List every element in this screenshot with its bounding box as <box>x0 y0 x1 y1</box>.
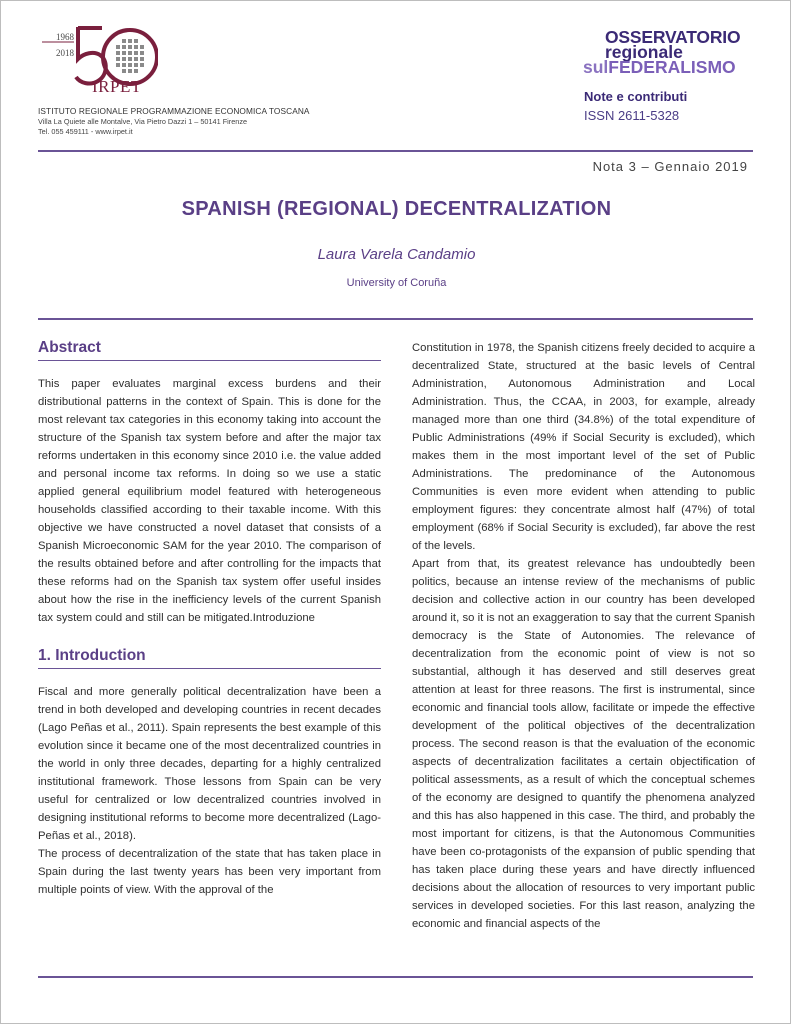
header-rule <box>38 150 753 152</box>
series-name: Note e contributi <box>584 89 688 104</box>
institute-info <box>38 106 338 137</box>
intro-paragraph-2: The process of decentralization of the state that has taken place in Spain during the last twenty years has been very important from multiple points of view. With the approval of the <box>38 848 381 896</box>
observatory-logo <box>583 27 763 77</box>
logo-name: IRPET <box>92 77 142 96</box>
article-author: Laura Varela Candamio <box>317 246 476 263</box>
irpet-logo <box>38 23 228 101</box>
observatory-line2: regionale <box>605 42 683 62</box>
issn: ISSN 2611-5328 <box>584 108 680 123</box>
right-column <box>412 339 755 933</box>
logo-years <box>48 32 74 59</box>
institute-contact: Tel. 055 459111 - www.irpet.it <box>38 127 133 136</box>
intro-paragraph-4: Apart from that, its greatest relevance has undoubtedly been politics, because an intense review of the mechanisms of public decision and collective action in our country has been developed around it, so it is not an exaggeration to say that the current Spanish democracy is the State of Autonomies. The relevance of decentralization from the economic point of view is not so substantial, although it has deserved and still deserves great attention at least for three reasons. The first is instrumental, since economic and financial tools allow, facilitate or impede the effective development of the political objectives of the decentralization process. The second reason is that the evaluation of the economic aspects of decentralization facilitates a certain objectification of political assessments, as a result of which the conceptual schemes of the economy are designed to quantify the phenomena analyzed and this has also happened in this case. The third, and probably the most important for citizens, is that the Autonomous Communities have been co-protagonists of the expansion of public spending that has taken place during these years and have directly influenced decisions about the allocation of resources to very important public services in developed societies. For this last reason, analyzing the economic and financial aspects of the <box>412 558 755 930</box>
nota-number: Nota 3 – Gennaio 2019 <box>592 159 748 174</box>
article-affiliation: University of Coruña <box>346 277 447 289</box>
institute-name: ISTITUTO REGIONALE PROGRAMMAZIONE ECONOMICA TOSCANA <box>38 106 310 116</box>
article-title: SPANISH (REGIONAL) DECENTRALIZATION <box>181 198 612 220</box>
footer-rule <box>38 976 753 978</box>
observatory-line1: OSSERVATORIO <box>605 27 741 47</box>
intro-paragraph-3: Constitution in 1978, the Spanish citizens freely decided to acquire a decentralized State, structured at the basic levels of Central Administration, Autonomous Administration and Local Administration. Thus, the CCAA, in 2003, for example, already managed more than one third (34.8%) of the total expenditure of Public Administrations (49% if Social Security is excluded), which makes them in the most important level of the set of Public Administrations. The predominance of the Autonomous Communities is even more evident when attending to public employment figures: they concentrate almost half (47%) of total employment (68% if Social Security is excluded), far above the rest of the levels. <box>412 342 755 552</box>
logo-year-end: 2018 <box>56 48 74 58</box>
observatory-line3-main: FEDERALISMO <box>608 57 736 77</box>
abstract-heading: Abstract <box>38 339 381 361</box>
institute-address: Villa La Quiete alle Montalve, Via Pietro Dazzi 1 – 50141 Firenze <box>38 117 248 126</box>
observatory-line3-prefix: sul <box>583 57 609 77</box>
observatory-line3 <box>583 59 763 75</box>
intro-paragraph-1: Fiscal and more generally political decentralization have been a trend in both developed and developing countries in recent decades (Lago Peñas et al., 2011). Spain represents the best example of this evolution since it became one of the most decentralized countries in the world in only three decades, departing for a highly centralized institutional framework. Those lessons from Spain can be very useful for centralized or low decentralized countries involved in designing institutional reforms to become more decentralized (Lago-Peñas et al., 2018). <box>38 686 381 842</box>
logo-year-start: 1968 <box>56 32 74 42</box>
left-column <box>38 339 381 899</box>
introduction-heading: 1. Introduction <box>38 647 381 669</box>
title-rule <box>38 318 753 320</box>
abstract-text: This paper evaluates marginal excess burdens and their distributional patterns in the context of Spain. This is done for the most relevant tax categories in this economy taking into account the structure of the Spanish tax system before and after the major tax reforms undertaken in this economy since 2010 i.e. the value added and personal income tax reforms. In doing so we use a static applied general equilibrium model featured with heterogeneous households classified according to their taxable income. With this objective we have constructed a novel dataset that consists of a Spanish Microeconomic SAM for the year 2010. The comparison of the results obtained before and after controlling for the impacts that these reforms had on the Spanish tax system offer useful insides about how the rise in the inefficiency levels of the current Spanish tax system could and still can be mitigated.Introduzione <box>38 378 381 624</box>
